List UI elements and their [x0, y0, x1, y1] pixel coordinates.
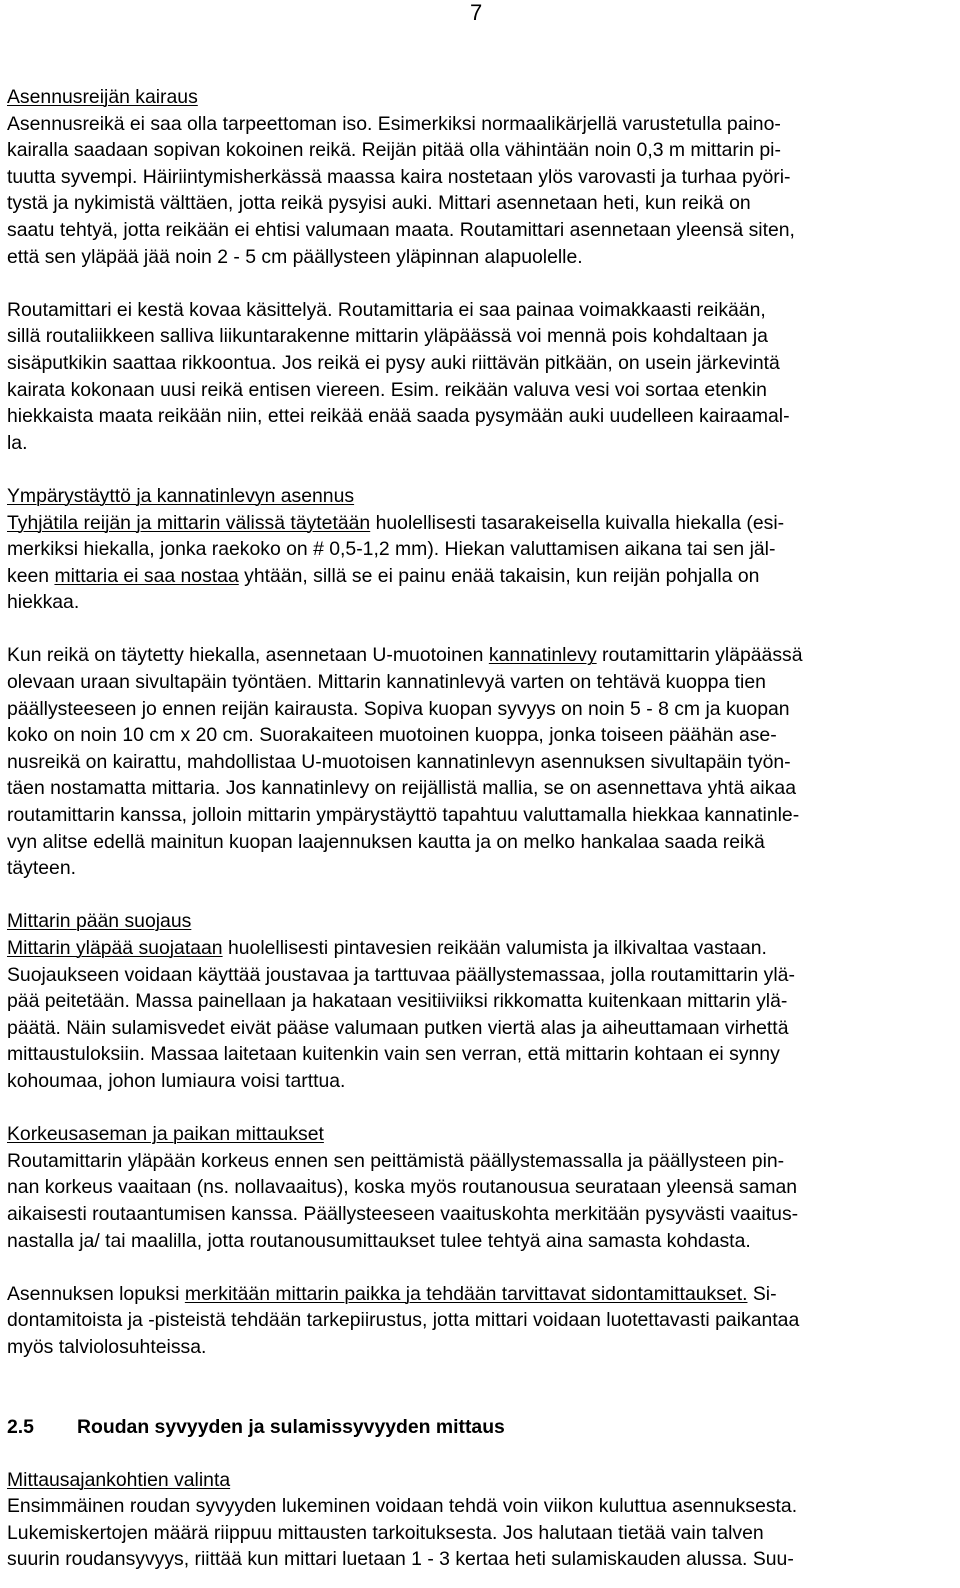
text-line — [7, 563, 952, 590]
text-line: täyteen. — [7, 857, 76, 880]
paragraph-filling — [7, 510, 952, 616]
text-line: la. — [7, 431, 28, 454]
document-body — [7, 84, 952, 1573]
paragraph-drilling — [7, 111, 952, 271]
underlined-text: merkitään mittarin paikka ja tehdään tarvittavat sidontamittaukset. — [184, 1282, 748, 1305]
text-line: sisäputkikin saattaa rikkoontua. Jos reikä ei pysy auki riittävän pitkään, on usein järkevintä — [7, 351, 780, 374]
text-line — [7, 510, 952, 537]
text-line: myös talviolosuhteissa. — [7, 1335, 207, 1358]
text-line: kairalla saadaan sopivan kokoinen reikä. Reijän pitää olla vähintään noin 0,3 m mittarin pi- — [7, 139, 781, 162]
text-span: huolellisesti pintavesien reikään valumista ja ilkivaltaa vastaan. — [222, 937, 767, 959]
heading-asennusreijan-kairaus: Asennusreijän kairaus — [7, 86, 198, 108]
section-title: Roudan syvyyden ja sulamissyvyyden mittaus — [77, 1415, 505, 1438]
text-line: Ensimmäinen roudan syvyyden lukeminen voidaan tehdä voin viikon kuluttua asennuksesta. — [7, 1495, 798, 1518]
paragraph-protection — [7, 935, 952, 1095]
text-line — [7, 1281, 952, 1308]
text-line: nastalla ja/ tai maalilla, jotta routanousumittaukset tulee tehtyä aina samasta kohdasta. — [7, 1229, 751, 1252]
text-line — [7, 642, 952, 669]
text-span: huolellisesti tasarakeisella kuivalla hiekalla (esi- — [370, 511, 785, 534]
text-span: Kun reikä on täytetty hiekalla, asennetaan U-muotoinen — [7, 644, 489, 667]
text-span: keen — [7, 564, 55, 587]
text-line: nusreikä on kairattu, mahdollistaa U-muotoisen kannatinlevyn asennuksen sivultapäin työn- — [7, 750, 791, 773]
underlined-text: Tyhjätila reijän ja mittarin välissä täytetään — [7, 511, 371, 534]
text-span: yhtään, sillä se ei painu enää takaisin, kun reijän pohjalla on — [238, 564, 760, 587]
text-line: merkiksi hiekalla, jonka raekoko on # 0,5-1,2 mm). Hiekan valuttamisen aikana tai sen jäl- — [7, 538, 776, 561]
text-line: dontamitoista ja -pisteistä tehdään tarkepiirustus, jotta mittari voidaan luotettavasti paikantaa — [7, 1309, 800, 1332]
text-line: olevaan uraan sivultapäin työntäen. Mittarin kannatinlevyä varten on tehtävä kuoppa tien — [7, 671, 766, 694]
text-line: sillä routaliikkeen salliva liikuntarakenne mittarin yläpäässä voi mennä pois kohdaltaan ja — [7, 325, 768, 348]
text-line — [7, 935, 952, 962]
text-line: täen nostamatta mittaria. Jos kannatinlevy on reijällistä mallia, se on asennettava yhtä aikaa — [7, 777, 796, 800]
text-line: kairata kokonaan uusi reikä entisen viereen. Esim. reikään valuva vesi voi sortaa etenkin — [7, 378, 767, 401]
text-line: päätä. Näin sulamisvedet eivät pääse valumaan putken viertä alas ja aiheuttamaan virhettä — [7, 1016, 789, 1039]
text-line: Suojaukseen voidaan käyttää joustavaa ja tarttuvaa päällystemassaa, jolla routamittarin ylä- — [7, 963, 795, 986]
text-line: kohoumaa, johon lumiaura voisi tarttua. — [7, 1069, 346, 1092]
heading-mittarin-paan-suojaus: Mittarin pään suojaus — [7, 910, 192, 933]
text-line: päällysteeseen jo ennen reijän kairausta. Sopiva kuopan syvyys on noin 5 - 8 cm ja kuopan — [7, 697, 790, 720]
paragraph-support-plate — [7, 642, 952, 881]
text-line: suurin roudansyvyys, riittää kun mittari luetaan 1 - 3 kertaa heti sulamiskauden alussa. Suu- — [7, 1548, 794, 1571]
text-line: hiekkaa. — [7, 591, 80, 614]
text-line: tuutta syvempi. Häiriintymisherkässä maassa kaira nostetaan ylös varovasti ja turhaa pyöri- — [7, 165, 791, 188]
text-line: nan korkeus vaaitaan (ns. nollavaaitus), koska myös routanousua seurataan yleensä saman — [7, 1176, 798, 1199]
paragraph-timing — [7, 1493, 952, 1573]
text-line: tystä ja nykimistä välttäen, jotta reikä pysyisi auki. Mittari asennetaan heti, kun reikä on — [7, 192, 751, 215]
text-line: hiekkaista maata reikään niin, ettei reikää enää saada pysymään auki uudelleen kairaamal- — [7, 405, 790, 428]
text-line: Asennusreikä ei saa olla tarpeettoman iso. Esimerkiksi normaalikärjellä varustetulla paino- — [7, 112, 781, 135]
text-line: Lukemiskertojen määrä riippuu mittausten tarkoituksesta. Jos halutaan tietää vain talven — [7, 1521, 764, 1544]
text-span: routamittarin yläpäässä — [596, 644, 803, 667]
section-number: 2.5 — [7, 1415, 34, 1438]
text-span: Si- — [747, 1282, 777, 1305]
underlined-text: kannatinlevy — [488, 644, 597, 667]
paragraph-location — [7, 1281, 952, 1361]
text-line: Routamittarin yläpään korkeus ennen sen peittämistä päällystemassalla ja päällysteen pin- — [7, 1149, 785, 1172]
underlined-text: mittaria ei saa nostaa — [54, 564, 239, 587]
text-line: aikaisesti routaantumisen kanssa. Päällysteeseen vaaituskohta merkitään pysyvästi vaaitus- — [7, 1202, 799, 1225]
heading-mittausajankohtien-valinta: Mittausajankohtien valinta — [7, 1468, 231, 1491]
text-line: vyn alitse edellä mainitun kuopan laajennuksen kautta ja on melko hankalaa saada reikä — [7, 830, 765, 853]
heading-ymparystaytto: Ympärystäyttö ja kannatinlevyn asennus — [7, 484, 355, 507]
text-line: saatu tehtyä, jotta reikään ei ehtisi valumaan maata. Routamittari asennetaan yleensä siten, — [7, 218, 795, 241]
text-line: että sen yläpää jää noin 2 - 5 cm päällysteen yläpinnan alapuolelle. — [7, 245, 583, 268]
text-line: koko on noin 10 cm x 20 cm. Suorakaiteen muotoinen kuoppa, jonka toiseen päähän ase- — [7, 724, 777, 747]
text-line: mittaustuloksiin. Massaa laitetaan kuitenkin vain sen verran, että mittarin kohtaan ei synny — [7, 1043, 780, 1066]
text-span: Asennuksen lopuksi — [7, 1282, 185, 1305]
section-heading-2-5 — [7, 1414, 952, 1441]
underlined-text: Mittarin yläpää suojataan — [7, 937, 223, 959]
paragraph-handling — [7, 297, 952, 457]
text-line: Routamittari ei kestä kovaa käsittelyä. Routamittaria ei saa painaa voimakkaasti reikään, — [7, 298, 766, 321]
page-number: 7 — [470, 0, 483, 25]
text-line: routamittarin kanssa, jolloin mittarin ympärystäyttö tapahtuu valuttamalla hiekkaa kannatinle- — [7, 804, 800, 827]
heading-korkeusaseman-mittaukset: Korkeusaseman ja paikan mittaukset — [7, 1123, 324, 1146]
text-line: pää peitetään. Massa painellaan ja hakataan vesitiiviiksi rikkomatta kuitenkaan mittarin ylä- — [7, 990, 788, 1013]
paragraph-levelling — [7, 1148, 952, 1254]
